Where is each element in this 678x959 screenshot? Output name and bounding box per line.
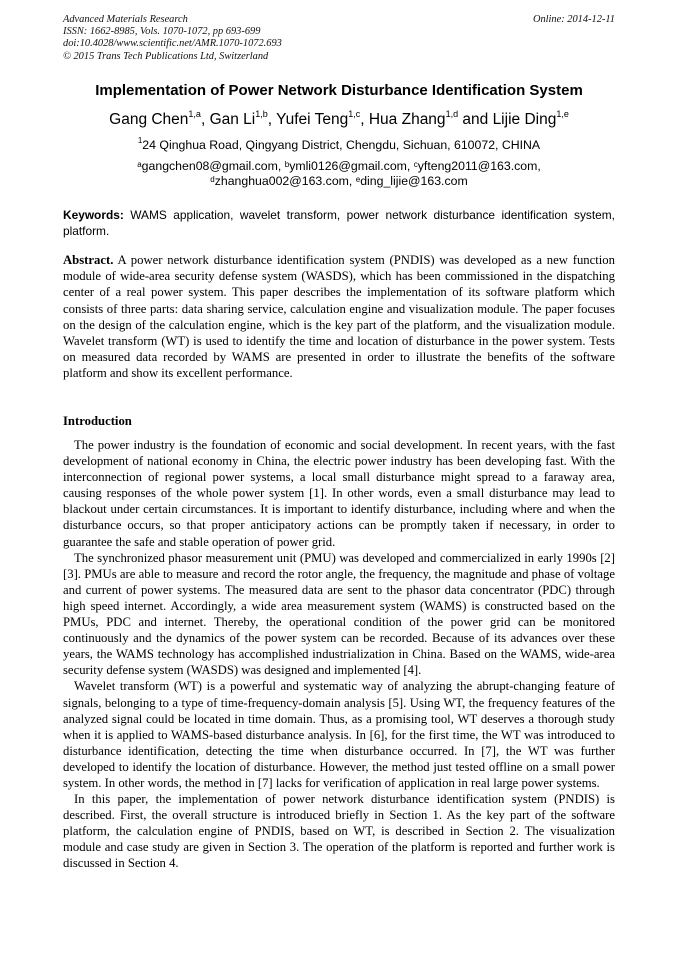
email-address: ymli0126@gmail.com — [289, 159, 407, 173]
author-name: Gan Li — [209, 111, 256, 128]
email-separator: , — [537, 159, 541, 173]
email-list — [40, 159, 638, 189]
journal-doi: doi:10.4028/www.scientific.net/AMR.1070-1072.693 — [63, 38, 282, 50]
email-line-2 — [40, 174, 638, 189]
body-paragraph: The power industry is the foundation of economic and social development. In recent years, with the fast development of national economy in China, the electric power industry has been developing fast. With the interconnection of regional power systems, a local small disturbance might spread to a faraway area, causing responses of the whole power system [1]. In other words, even a small disturbance may lead to blackout under certain circumstances. It is important to identify disturbance, including where and when the disturbance occurs, so that proper anticipatory actions can be promptly taken if necessary, in order to guarantee the safe and stable operation of power grid. — [63, 438, 615, 549]
affiliation — [40, 138, 638, 152]
author-separator: , — [267, 111, 277, 128]
author-name: Yufei Teng — [276, 111, 349, 128]
author-superscript: 1,e — [556, 109, 569, 119]
keywords-label: Keywords: — [63, 208, 124, 222]
email-separator: , — [277, 159, 285, 173]
author-name: Lijie Ding — [492, 111, 557, 128]
author-name: Gang Chen — [109, 111, 189, 128]
email-superscript: b — [284, 160, 290, 169]
email-address: ding_lijie@163.com — [360, 174, 468, 188]
keywords-block — [63, 208, 615, 239]
email-address: zhanghua002@163.com — [214, 174, 349, 188]
email-separator: , — [348, 174, 356, 188]
paper-title: Implementation of Power Network Disturbance Identification System — [95, 82, 583, 99]
journal-copyright: © 2015 Trans Tech Publications Ltd, Switzerland — [63, 50, 269, 62]
introduction-body — [63, 437, 615, 872]
email-superscript: d — [210, 175, 215, 184]
author-superscript: 1,b — [255, 109, 268, 119]
online-date: Online: 2014-12-11 — [532, 14, 615, 25]
journal-header — [63, 14, 615, 63]
body-paragraph: In this paper, the implementation of power network disturbance identification system (PNDIS) is described. First, the overall structure is introduced briefly in Section 1. As the key part of the software platform, the calculation engine of PNDIS, based on WT, is described in Section 2. The visualization module and case study are given in Section 3. The operation of the platform is reported and further work is discussed in Section 4. — [63, 792, 615, 871]
email-superscript: a — [137, 160, 142, 169]
author-separator: and — [458, 111, 493, 128]
author-name: Hua Zhang — [368, 111, 446, 128]
author-superscript: 1,c — [348, 109, 361, 119]
keywords-text: WAMS application, wavelet transform, power network disturbance identification system, platform. — [63, 208, 615, 238]
abstract-text: A power network disturbance identification system (PNDIS) was developed as a new function module of wide-area security defense system (WASDS), which has been commissioned in the dispatching center of a real power system. This paper describes the implementation of its software platform which consists of three parts: data sharing service, calculation engine and visualization module. The paper focuses on the design of the calculation engine, which is the key part of the platform, and the visualization module. Wavelet transform (WT) is used to identify the time and location of disturbance in the power system. Tests on measured data recorded by WAMS are presented in order to illustrate the benefits of the software platform and show its excellent performance. — [63, 253, 615, 381]
email-superscript: e — [355, 175, 361, 184]
author-list — [40, 111, 638, 129]
body-paragraph: Wavelet transform (WT) is a powerful and systematic way of analyzing the abrupt-changing feature of signals, belonging to a type of time-frequency-domain analysis [5]. Using WT, the frequency features of the analyzed signal could be located in time domain. Thus, as a promising tool, WT deserves a thorough study when it is applied to WAMS-based disturbance analysis. In [6], for the first time, the WT was introduced to disturbance identification, detecting the time when disturbance occurred. In [7], the WT was further developed to identify the location of disturbance. However, the method just tested offline on a small power system. In other words, the method in [7] lacks for verification of application in real large power systems. — [63, 679, 615, 790]
email-superscript: c — [413, 160, 418, 169]
journal-issn: ISSN: 1662-8985, Vols. 1070-1072, pp 693-699 — [63, 26, 261, 38]
author-separator: , — [200, 111, 210, 128]
email-address: gangchen08@gmail.com — [141, 159, 278, 173]
affiliation-superscript: 1 — [137, 136, 143, 145]
abstract-block — [63, 252, 615, 382]
author-separator: , — [360, 111, 369, 128]
author-superscript: 1,d — [445, 109, 459, 119]
body-paragraph: The synchronized phasor measurement unit (PMU) was developed and commercialized in early 1990s [2][3]. PMUs are able to measure and record the rotor angle, the frequency, the magnitude and phase of voltage and current of power systems. The measured data are sent to the phasor data concentrator (PDC) through high speed internet. Accordingly, a wide area measurement system (WAMS) is constructed based on the PMUs, PDC and internet. Thereby, the operational condition of the power grid can be monitored continuously and the dynamics of the power system can be recorded. Because of its advances over these years, the WAMS technology has accomplished industrialization in China. Based on the WAMS, wide-area security defense system (WASDS) was designed and implemented [4]. — [63, 550, 615, 678]
email-line-1 — [40, 159, 638, 174]
author-superscript: 1,a — [188, 109, 201, 119]
journal-name: Advanced Materials Research — [63, 14, 188, 25]
abstract-label: Abstract. — [63, 253, 114, 267]
section-heading-introduction: Introduction — [63, 414, 132, 428]
email-address: yfteng2011@163.com — [417, 159, 538, 173]
email-separator: , — [406, 159, 414, 173]
affiliation-text: 24 Qinghua Road, Qingyang District, Chengdu, Sichuan, 610072, CHINA — [142, 138, 541, 152]
